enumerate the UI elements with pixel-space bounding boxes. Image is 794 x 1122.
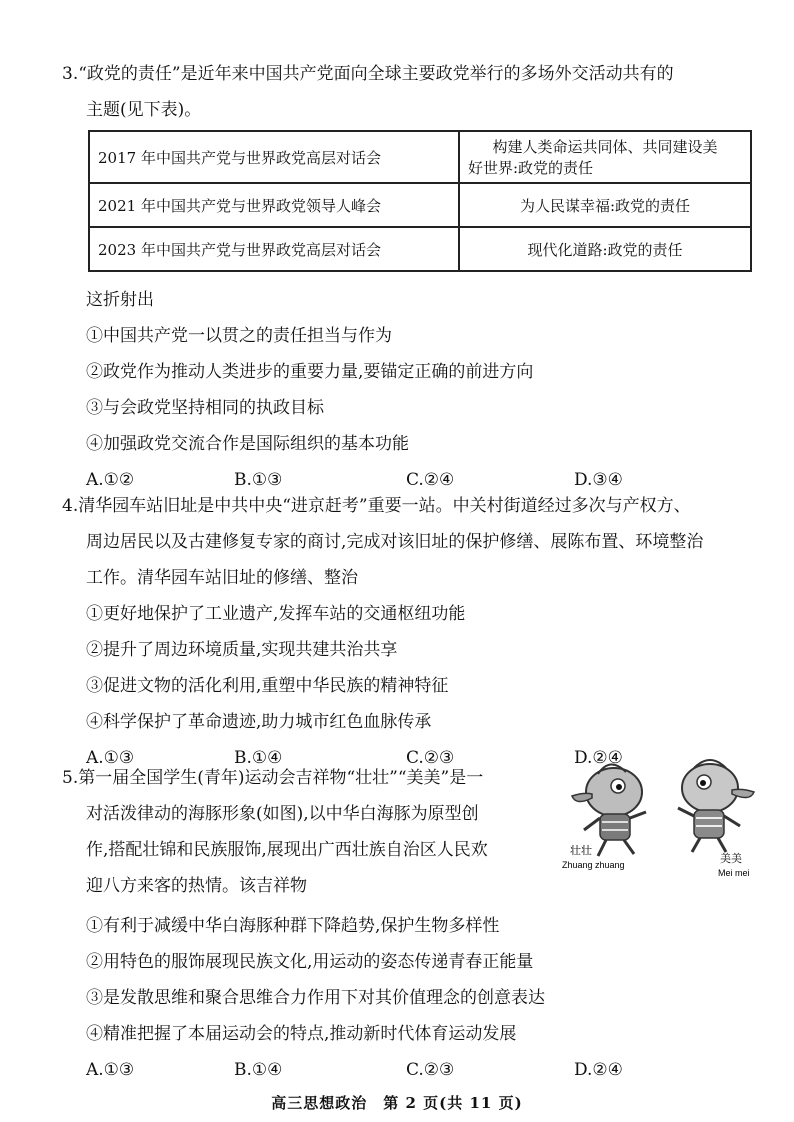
table-cell-theme-line1: 构建人类命运共同体、共同建设美 bbox=[492, 138, 718, 156]
mascot-left-pinyin: Zhuang zhuang bbox=[562, 860, 625, 870]
q4-stem-line1: 4.清华园车站旧址是中共中央“进京赶考”重要一站。中关村街道经过多次与产权方、 bbox=[62, 496, 691, 516]
q3-option-1: ①中国共产党一以贯之的责任担当与作为 bbox=[86, 326, 392, 346]
table-cell-theme: 为人民谋幸福:政党的责任 bbox=[459, 183, 751, 227]
q5-choice-a: A.①③ bbox=[86, 1060, 135, 1080]
q4-option-2: ②提升了周边环境质量,实现共建共治共享 bbox=[86, 640, 398, 660]
table-cell-theme bbox=[459, 131, 751, 183]
mascot-left-name: 壮壮 bbox=[570, 845, 592, 857]
question-4 bbox=[62, 488, 762, 774]
q5-stem-line3: 作,搭配壮锦和民族服饰,展现出广西壮族自治区人民欢 bbox=[86, 840, 488, 860]
q5-option-4: ④精准把握了本届运动会的特点,推动新时代体育运动发展 bbox=[86, 1024, 517, 1044]
q3-choice-d: D.③④ bbox=[574, 470, 623, 490]
q3-option-2: ②政党作为推动人类进步的重要力量,要锚定正确的前进方向 bbox=[86, 362, 534, 382]
q3-choice-b: B.①③ bbox=[234, 470, 283, 490]
q3-option-4: ④加强政党交流合作是国际组织的基本功能 bbox=[86, 434, 409, 454]
table-row bbox=[89, 183, 751, 227]
table-row bbox=[89, 227, 751, 271]
q5-stem-line4: 迎八方来客的热情。该吉祥物 bbox=[86, 876, 307, 896]
q4-option-1: ①更好地保护了工业遗产,发挥车站的交通枢纽功能 bbox=[86, 604, 466, 624]
mascot-meimei-figure bbox=[678, 760, 754, 852]
q3-stem-line2: 主题(见下表)。 bbox=[86, 100, 202, 120]
q5-stem-line1: 5.第一届全国学生(青年)运动会吉祥物“壮壮”“美美”是一 bbox=[62, 768, 484, 788]
q5-choice-d: D.②④ bbox=[574, 1060, 623, 1080]
question-3 bbox=[62, 56, 762, 128]
q5-choice-b: B.①④ bbox=[234, 1060, 283, 1080]
mascot-right-pinyin: Mei mei bbox=[718, 868, 750, 878]
q5-option-2: ②用特色的服饰展现民族文化,用运动的姿态传递青春正能量 bbox=[86, 952, 534, 972]
q5-option-1: ①有利于减缓中华白海豚种群下降趋势,保护生物多样性 bbox=[86, 916, 500, 936]
table-cell-event: 2023 年中国共产党与世界政党高层对话会 bbox=[89, 227, 459, 271]
mascot-zhuangzhuang-figure bbox=[572, 764, 646, 856]
q5-option-3: ③是发散思维和聚合思维合力作用下对其价值理念的创意表达 bbox=[86, 988, 545, 1008]
table-cell-theme: 现代化道路:政党的责任 bbox=[459, 227, 751, 271]
q3-lead: 这折射出 bbox=[86, 290, 154, 310]
mascot-illustration bbox=[562, 752, 762, 882]
table-row bbox=[89, 131, 751, 183]
table-cell-event: 2017 年中国共产党与世界政党高层对话会 bbox=[89, 131, 459, 183]
q5-stem-line2: 对活泼律动的海豚形象(如图),以中华白海豚为原型创 bbox=[86, 804, 479, 824]
q5-choices bbox=[62, 1052, 762, 1086]
q3-choice-a: A.①② bbox=[86, 470, 135, 490]
q4-choice-c: C.②③ bbox=[406, 748, 455, 768]
q4-choice-d: D.②④ bbox=[574, 748, 623, 768]
q3-stem-line1: 3.“政党的责任”是近年来中国共产党面向全球主要政党举行的多场外交活动共有的 bbox=[62, 64, 674, 84]
q5-choice-c: C.②③ bbox=[406, 1060, 455, 1080]
q4-option-4: ④科学保护了革命遗迹,助力城市红色血脉传承 bbox=[86, 712, 432, 732]
q4-stem-line2: 周边居民以及古建修复专家的商讨,完成对该旧址的保护修缮、展陈布置、环境整治 bbox=[86, 532, 704, 552]
q3-choice-c: C.②④ bbox=[406, 470, 455, 490]
table-cell-event: 2021 年中国共产党与世界政党领导人峰会 bbox=[89, 183, 459, 227]
q4-choice-b: B.①④ bbox=[234, 748, 283, 768]
question-3-body bbox=[62, 282, 762, 496]
q4-stem-line3: 工作。清华园车站旧址的修缮、整治 bbox=[86, 568, 358, 588]
q4-option-3: ③促进文物的活化利用,重塑中华民族的精神特征 bbox=[86, 676, 449, 696]
page-footer: 高三思想政治 第 2 页(共 11 页) bbox=[271, 1094, 523, 1112]
q3-option-3: ③与会政党坚持相同的执政目标 bbox=[86, 398, 324, 418]
q4-choice-a: A.①③ bbox=[86, 748, 135, 768]
mascot-right-name: 美美 bbox=[720, 853, 742, 865]
table-cell-theme-line2: 好世界:政党的责任 bbox=[468, 159, 594, 177]
q3-table bbox=[88, 130, 752, 272]
